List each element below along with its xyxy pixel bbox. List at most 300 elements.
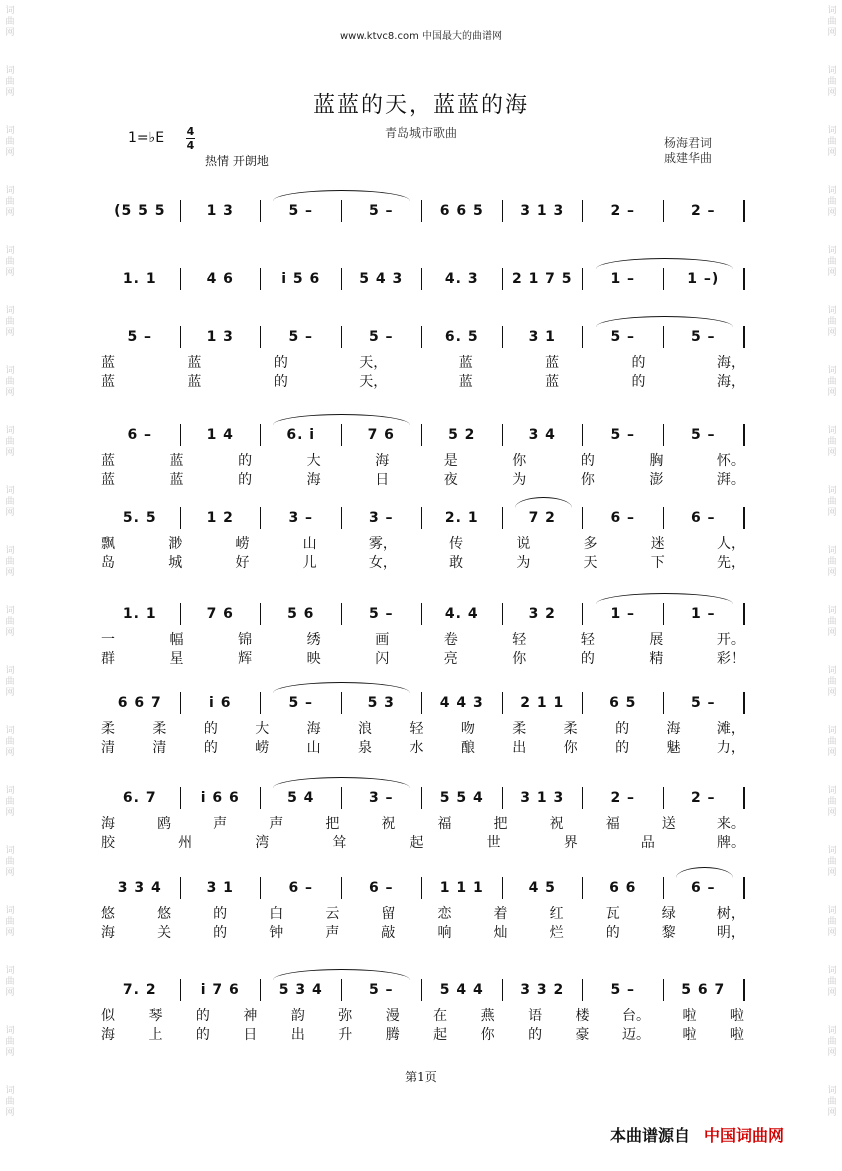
measure: 5 – xyxy=(127,329,153,345)
watermark-char: 词 xyxy=(827,906,837,916)
lyric-syllable: 恋 xyxy=(437,906,452,922)
lyric-syllable: 声 xyxy=(213,816,228,832)
key-signature: 1=♭E xyxy=(128,130,165,146)
lyric-syllable: 明， xyxy=(716,925,745,941)
lyric-syllable: 啦 xyxy=(682,1008,697,1024)
lyric-verse-1 xyxy=(100,813,745,831)
watermark-char: 网 xyxy=(5,928,15,938)
lyric-syllable: 的 xyxy=(203,740,218,756)
measure: 1 – xyxy=(610,271,636,287)
lyric-syllable: 燕 xyxy=(480,1008,495,1024)
watermark-char: 曲 xyxy=(827,617,837,627)
lyric-verse-1 xyxy=(100,1005,745,1023)
measure: 3 1 3 xyxy=(520,790,565,806)
measure: i 6 6 xyxy=(200,790,240,806)
watermark-char: 网 xyxy=(5,88,15,98)
lyric-syllable: 幅 xyxy=(169,632,184,648)
measure: 1. 1 xyxy=(122,271,157,287)
lyric-syllable: 你 xyxy=(512,453,527,469)
measure: 2. 1 xyxy=(444,510,479,526)
lyric-verse-2 xyxy=(100,832,745,850)
lyric-syllable: 蓝 xyxy=(169,453,184,469)
lyric-syllable: 是 xyxy=(443,453,458,469)
watermark-char: 曲 xyxy=(5,17,15,27)
lyric-syllable: 为 xyxy=(512,472,527,488)
score-system xyxy=(0,692,842,774)
measure: 3 – xyxy=(368,510,394,526)
measure: 5 – xyxy=(610,982,636,998)
lyric-syllable: 你 xyxy=(512,651,527,667)
watermark-char: 词 xyxy=(827,1026,837,1036)
lyric-syllable: 烂 xyxy=(549,925,564,941)
lyric-syllable: 城 xyxy=(168,555,183,571)
watermark-char: 网 xyxy=(5,268,15,278)
measure: 5 – xyxy=(288,203,314,219)
lyric-syllable: 的 xyxy=(238,472,253,488)
watermark-char: 网 xyxy=(827,388,837,398)
watermark-char: 网 xyxy=(5,688,15,698)
measure: 2 1 7 5 xyxy=(511,271,573,287)
watermark-char: 词 xyxy=(827,726,837,736)
measure: 1 – xyxy=(690,606,716,622)
watermark-char: 网 xyxy=(827,208,837,218)
bar-line-end xyxy=(743,424,745,446)
lyric-syllable: 夜 xyxy=(443,472,458,488)
lyric-syllable: 魅 xyxy=(666,740,681,756)
song-title: 蓝蓝的天，蓝蓝的海 xyxy=(312,93,529,118)
measure: 3 4 xyxy=(528,427,556,443)
lyric-syllable: 儿 xyxy=(302,555,317,571)
watermark-char: 网 xyxy=(5,808,15,818)
watermark-char: 词 xyxy=(827,306,837,316)
lyric-syllable: 浪 xyxy=(358,721,373,737)
lyric-syllable: 海 xyxy=(101,1027,115,1043)
lyric-syllable: 声 xyxy=(325,925,340,941)
watermark-group xyxy=(5,1086,14,1146)
watermark-char: 词 xyxy=(827,846,837,856)
lyric-verse-1 xyxy=(100,629,745,647)
measure: 1 – xyxy=(610,606,636,622)
watermark-char: 曲 xyxy=(827,437,837,447)
measure: 6 6 7 xyxy=(117,695,162,711)
watermark-char: 曲 xyxy=(5,677,15,687)
watermark-char: 网 xyxy=(827,688,837,698)
watermark-char: 网 xyxy=(827,868,837,878)
lyric-syllable: 柔 xyxy=(563,721,578,737)
lyric-syllable: 的 xyxy=(580,453,595,469)
measure: 4 5 xyxy=(528,880,556,896)
measure: 4. 4 xyxy=(444,606,479,622)
credits xyxy=(664,136,712,166)
watermark-char: 曲 xyxy=(827,917,837,927)
lyric-syllable: 把 xyxy=(493,816,508,832)
lyric-syllable: 为 xyxy=(516,555,531,571)
lyric-syllable: 神 xyxy=(243,1008,258,1024)
notes-row xyxy=(100,424,745,446)
lyric-verse-2 xyxy=(100,1024,745,1042)
watermark-char: 曲 xyxy=(827,77,837,87)
watermark-char: 词 xyxy=(5,366,15,376)
watermark-char: 曲 xyxy=(827,1097,837,1107)
watermark-char: 词 xyxy=(827,426,837,436)
watermark-char: 网 xyxy=(5,988,15,998)
lyric-syllable: 岛 xyxy=(101,555,115,571)
lyric-syllable: 澎 xyxy=(649,472,664,488)
lyric-syllable: 星 xyxy=(169,651,184,667)
bar-line-end xyxy=(743,979,745,1001)
lyric-syllable: 精 xyxy=(649,651,664,667)
measure: 5 – xyxy=(368,606,394,622)
measure: 3 1 xyxy=(528,329,556,345)
watermark-char: 词 xyxy=(827,666,837,676)
lyric-syllable: 天 xyxy=(583,555,598,571)
watermark-char: 网 xyxy=(827,88,837,98)
watermark-char: 词 xyxy=(827,246,837,256)
watermark-char: 网 xyxy=(5,868,15,878)
watermark-char: 网 xyxy=(5,328,15,338)
lyric-syllable: 先， xyxy=(716,555,745,571)
lyric-syllable: 起 xyxy=(409,835,424,851)
watermark-char: 词 xyxy=(5,846,15,856)
watermark-group xyxy=(827,1086,836,1146)
tempo-marking: 热情 开朗地 xyxy=(205,154,269,168)
lyric-syllable: 柔 xyxy=(101,721,115,737)
measure: 5 4 3 xyxy=(359,271,404,287)
measure: 1 2 xyxy=(206,510,234,526)
lyric-syllable: 天， xyxy=(359,374,388,390)
score-system xyxy=(0,507,842,589)
watermark-char: 曲 xyxy=(5,737,15,747)
measure: 5. 5 xyxy=(122,510,157,526)
watermark-char: 曲 xyxy=(827,857,837,867)
lyric-syllable: 祝 xyxy=(381,816,396,832)
watermark-char: 曲 xyxy=(5,1097,15,1107)
watermark-char: 网 xyxy=(5,1108,15,1118)
watermark-char: 曲 xyxy=(5,617,15,627)
measure: 5 – xyxy=(690,695,716,711)
lyric-syllable: 蓝 xyxy=(101,374,115,390)
watermark-char: 曲 xyxy=(5,317,15,327)
watermark-char: 曲 xyxy=(827,677,837,687)
lyric-syllable: 大 xyxy=(306,453,321,469)
measure: 6. 5 xyxy=(444,329,479,345)
lyric-syllable: 崂 xyxy=(255,740,270,756)
measure: 6 – xyxy=(288,880,314,896)
lyric-syllable: 把 xyxy=(325,816,340,832)
watermark-char: 词 xyxy=(5,246,15,256)
lyric-syllable: 白 xyxy=(269,906,284,922)
measure: 2 – xyxy=(610,203,636,219)
lyric-syllable: 海 xyxy=(306,472,321,488)
measure: 6 – xyxy=(690,510,716,526)
source-footer xyxy=(610,1123,784,1146)
measure: 6 – xyxy=(368,880,394,896)
lyric-syllable: 蓝 xyxy=(545,355,560,371)
lyric-syllable: 的 xyxy=(273,374,288,390)
measure: 6 6 xyxy=(609,880,637,896)
measure: 7 2 xyxy=(528,510,556,526)
measure: (5 5 5 xyxy=(114,203,166,219)
lyric-syllable: 楼 xyxy=(575,1008,590,1024)
lyric-syllable: 展 xyxy=(649,632,664,648)
bar-line-end xyxy=(743,603,745,625)
watermark-char: 词 xyxy=(5,966,15,976)
measure: 7 6 xyxy=(367,427,395,443)
watermark-char: 词 xyxy=(827,186,837,196)
lyric-syllable: 琴 xyxy=(148,1008,163,1024)
lyric-syllable: 上 xyxy=(148,1027,163,1043)
lyric-syllable: 蓝 xyxy=(187,374,202,390)
lyric-syllable: 漫 xyxy=(385,1008,400,1024)
lyric-syllable: 弥 xyxy=(338,1008,353,1024)
measure: 3 – xyxy=(288,510,314,526)
lyric-syllable: 云 xyxy=(325,906,340,922)
lyric-syllable: 腾 xyxy=(385,1027,400,1043)
lyric-verse-1 xyxy=(100,352,745,370)
lyric-syllable: 蓝 xyxy=(101,472,115,488)
watermark-char: 曲 xyxy=(5,797,15,807)
watermark-char: 网 xyxy=(5,148,15,158)
time-signature xyxy=(186,126,195,151)
measure: 6 – xyxy=(127,427,153,443)
watermark-char: 词 xyxy=(5,306,15,316)
watermark-char: 网 xyxy=(827,1108,837,1118)
watermark-char: 词 xyxy=(5,786,15,796)
lyric-syllable: 飘 xyxy=(101,536,115,552)
measure: i 5 6 xyxy=(281,271,321,287)
notes-row xyxy=(100,787,745,809)
lyric-syllable: 海 xyxy=(101,816,115,832)
measure: 3 3 2 xyxy=(520,982,565,998)
lyric-syllable: 传 xyxy=(449,536,464,552)
watermark-char: 词 xyxy=(827,606,837,616)
watermark-char: 曲 xyxy=(5,257,15,267)
lyric-syllable: 树， xyxy=(716,906,745,922)
bar-line-end xyxy=(743,692,745,714)
lyric-syllable: 闪 xyxy=(375,651,390,667)
measure: 1 3 xyxy=(206,203,234,219)
measure: 5 – xyxy=(690,427,716,443)
composer: 戚建华曲 xyxy=(664,151,713,165)
page-number: 第1页 xyxy=(405,1070,437,1084)
lyric-verse-2 xyxy=(100,469,745,487)
notes-row xyxy=(100,200,745,222)
lyricist: 杨海君词 xyxy=(664,136,713,150)
watermark-char: 网 xyxy=(827,268,837,278)
lyric-syllable: 卷 xyxy=(443,632,458,648)
lyric-syllable: 州 xyxy=(178,835,193,851)
measure: 3 1 3 xyxy=(520,203,565,219)
lyric-syllable: 啦 xyxy=(729,1027,744,1043)
lyric-syllable: 湾 xyxy=(255,835,270,851)
lyric-syllable: 世 xyxy=(486,835,501,851)
score-system xyxy=(0,877,842,959)
lyric-syllable: 起 xyxy=(433,1027,448,1043)
measure: i 7 6 xyxy=(200,982,240,998)
watermark-char: 词 xyxy=(5,1086,15,1096)
measure: 5 6 7 xyxy=(681,982,726,998)
measure: 5 – xyxy=(610,427,636,443)
lyric-syllable: 蓝 xyxy=(545,374,560,390)
lyric-syllable: 耸 xyxy=(332,835,347,851)
lyric-syllable: 悠 xyxy=(101,906,115,922)
lyric-syllable: 日 xyxy=(375,472,390,488)
measure: 5 – xyxy=(690,329,716,345)
lyric-syllable: 海 xyxy=(666,721,681,737)
slur-arc xyxy=(273,190,410,201)
lyric-syllable: 群 xyxy=(101,651,115,667)
watermark-char: 网 xyxy=(5,508,15,518)
watermark-char: 曲 xyxy=(827,137,837,147)
lyric-syllable: 出 xyxy=(512,740,527,756)
score-system xyxy=(0,787,842,869)
measure: 3 – xyxy=(368,790,394,806)
measure: 5 – xyxy=(288,329,314,345)
lyric-syllable: 海 xyxy=(101,925,115,941)
lyric-syllable: 留 xyxy=(381,906,396,922)
measure: 2 – xyxy=(690,203,716,219)
slur-arc xyxy=(596,593,733,604)
notes-row xyxy=(100,979,745,1001)
watermark-char: 词 xyxy=(5,546,15,556)
lyric-syllable: 祝 xyxy=(549,816,564,832)
source-label: 本曲谱源自 xyxy=(610,1126,691,1145)
lyric-syllable: 好 xyxy=(235,555,250,571)
lyric-syllable: 多 xyxy=(583,536,598,552)
lyric-syllable: 一 xyxy=(101,632,115,648)
measure: 6 5 xyxy=(609,695,637,711)
measure: 5 3 xyxy=(367,695,395,711)
lyric-syllable: 在 xyxy=(433,1008,448,1024)
notes-row xyxy=(100,326,745,348)
watermark-char: 曲 xyxy=(827,497,837,507)
watermark-char: 网 xyxy=(5,1048,15,1058)
measure: 2 – xyxy=(690,790,716,806)
watermark-char: 曲 xyxy=(827,557,837,567)
measure: 1 –) xyxy=(687,271,720,287)
measure: i 6 xyxy=(209,695,232,711)
measure: 4. 3 xyxy=(444,271,479,287)
watermark-char: 词 xyxy=(827,6,837,16)
slur-arc xyxy=(273,414,410,425)
bar-line-end xyxy=(743,877,745,899)
lyric-syllable: 的 xyxy=(631,374,646,390)
lyric-syllable: 滩， xyxy=(716,721,745,737)
lyric-syllable: 品 xyxy=(640,835,655,851)
lyric-syllable: 山 xyxy=(306,740,321,756)
lyric-syllable: 蓝 xyxy=(458,374,473,390)
measure: 3 1 xyxy=(206,880,234,896)
watermark-char: 曲 xyxy=(827,797,837,807)
measure: 4 6 xyxy=(206,271,234,287)
lyric-syllable: 的 xyxy=(195,1008,210,1024)
lyric-syllable: 湃。 xyxy=(716,472,745,488)
lyric-syllable: 画 xyxy=(375,632,390,648)
lyric-syllable: 蓝 xyxy=(101,355,115,371)
watermark-char: 词 xyxy=(827,966,837,976)
watermark-char: 网 xyxy=(5,748,15,758)
notes-row xyxy=(100,877,745,899)
lyric-syllable: 清 xyxy=(152,740,167,756)
watermark-char: 网 xyxy=(827,148,837,158)
lyric-syllable: 牌。 xyxy=(717,835,745,851)
lyric-syllable: 酿 xyxy=(460,740,475,756)
watermark-char: 网 xyxy=(5,568,15,578)
notes-row xyxy=(100,507,745,529)
slur-arc xyxy=(273,969,410,980)
lyric-verse-2 xyxy=(100,737,745,755)
watermark-char: 曲 xyxy=(827,737,837,747)
watermark-char: 曲 xyxy=(827,317,837,327)
lyric-syllable: 绣 xyxy=(306,632,321,648)
measure: 2 1 1 xyxy=(520,695,565,711)
lyric-syllable: 的 xyxy=(213,925,228,941)
lyric-syllable: 啦 xyxy=(682,1027,697,1043)
lyric-syllable: 说 xyxy=(516,536,531,552)
watermark-char: 网 xyxy=(5,28,15,38)
time-signature-bottom: 4 xyxy=(186,139,195,152)
watermark-char: 网 xyxy=(827,448,837,458)
watermark-char: 网 xyxy=(827,508,837,518)
watermark-char: 词 xyxy=(5,6,15,16)
lyric-syllable: 你 xyxy=(563,740,578,756)
lyric-syllable: 的 xyxy=(615,740,630,756)
time-signature-top: 4 xyxy=(186,125,195,138)
lyric-syllable: 蓝 xyxy=(101,453,115,469)
lyric-syllable: 力， xyxy=(716,740,745,756)
notes-row xyxy=(100,268,745,290)
lyric-syllable: 女， xyxy=(368,555,397,571)
lyric-syllable: 吻 xyxy=(460,721,475,737)
lyric-syllable: 啦 xyxy=(729,1008,744,1024)
measure: 7. 2 xyxy=(122,982,157,998)
bar-line-end xyxy=(743,326,745,348)
measure: 5 3 4 xyxy=(278,982,323,998)
watermark-char: 曲 xyxy=(827,197,837,207)
lyric-syllable: 的 xyxy=(528,1027,543,1043)
lyric-syllable: 你 xyxy=(480,1027,495,1043)
measure: 5 4 xyxy=(287,790,315,806)
watermark-char: 曲 xyxy=(5,917,15,927)
watermark-char: 网 xyxy=(827,988,837,998)
measure: 5 – xyxy=(368,203,394,219)
measure: 2 – xyxy=(610,790,636,806)
watermark-char: 网 xyxy=(827,1048,837,1058)
lyric-syllable: 胸 xyxy=(649,453,664,469)
watermark-char: 词 xyxy=(827,366,837,376)
lyric-syllable: 韵 xyxy=(290,1008,305,1024)
lyric-syllable: 人， xyxy=(716,536,745,552)
lyric-syllable: 开。 xyxy=(716,632,745,648)
measure: 1 3 xyxy=(206,329,234,345)
lyric-syllable: 悠 xyxy=(157,906,172,922)
lyric-syllable: 亮 xyxy=(443,651,458,667)
watermark-char: 词 xyxy=(5,486,15,496)
lyric-syllable: 怀。 xyxy=(716,453,745,469)
watermark-char: 曲 xyxy=(827,1037,837,1047)
lyric-verse-2 xyxy=(100,922,745,940)
measure: 5 – xyxy=(288,695,314,711)
lyric-syllable: 天， xyxy=(359,355,388,371)
watermark-char: 词 xyxy=(5,126,15,136)
lyric-syllable: 来。 xyxy=(716,816,745,832)
lyric-syllable: 蓝 xyxy=(458,355,473,371)
watermark-char: 网 xyxy=(5,448,15,458)
lyric-syllable: 绿 xyxy=(661,906,676,922)
lyric-syllable: 的 xyxy=(213,906,228,922)
measure: 5 – xyxy=(610,329,636,345)
lyric-syllable: 福 xyxy=(437,816,452,832)
